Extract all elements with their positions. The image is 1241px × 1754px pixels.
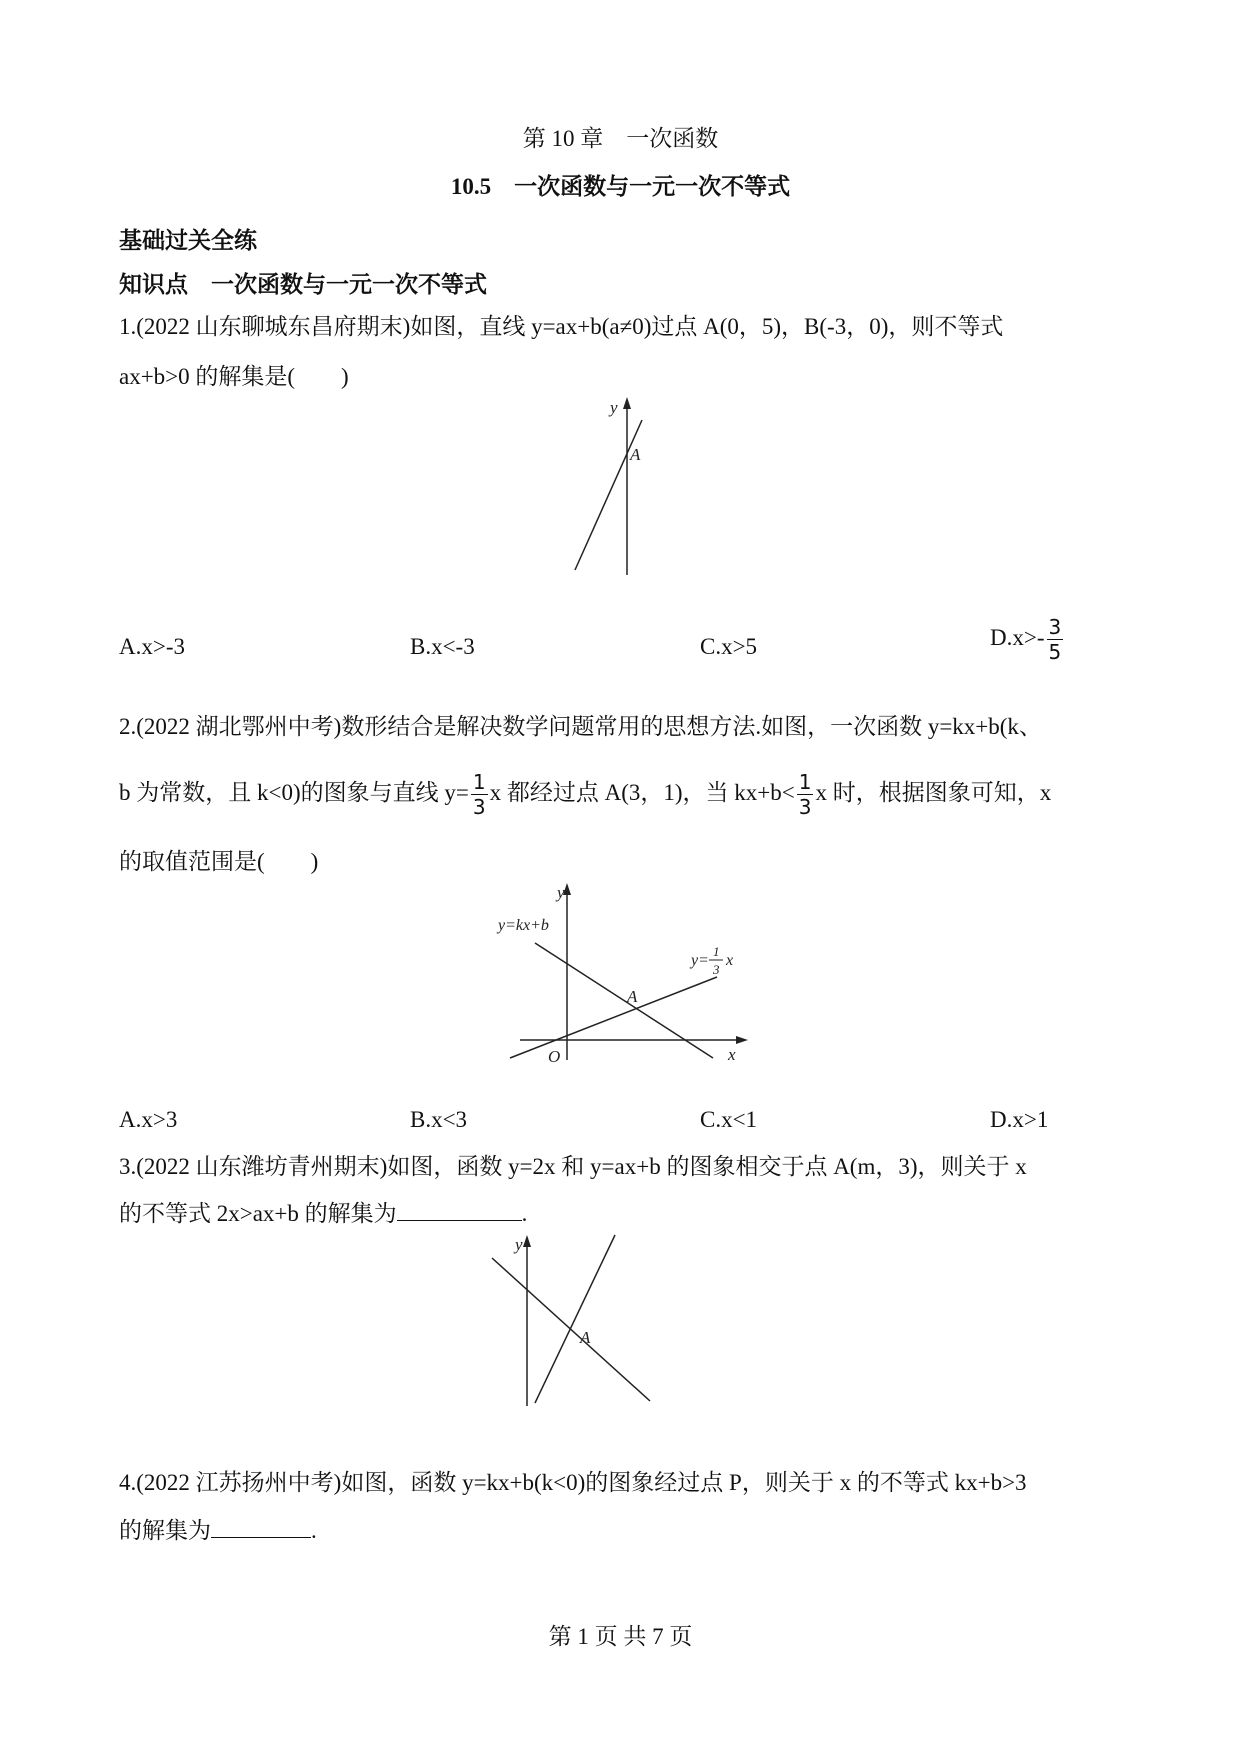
page-footer: 第 1 页 共 7 页 xyxy=(548,1624,693,1649)
y-axis-arrow xyxy=(523,1235,531,1247)
line-y-kx-b-label: y=kx+b xyxy=(498,917,549,934)
q1-option-a: A.x>-3 xyxy=(119,634,185,659)
line-third-label-den: 3 xyxy=(713,962,720,977)
q1-option-d-fraction xyxy=(1047,617,1064,662)
q2-option-c: C.x<1 xyxy=(700,1107,758,1132)
q2-fraction-1 xyxy=(471,772,488,817)
q1-option-c: C.x>5 xyxy=(700,634,758,659)
question-2-figure xyxy=(495,880,755,1065)
q1-option-d xyxy=(990,617,1065,662)
q3-line-2-end: . xyxy=(521,1201,528,1226)
knowledge-point-title: 知识点 一次函数与一元一次不等式 xyxy=(119,272,487,297)
point-a-label: A xyxy=(627,987,638,1006)
q2-line-2-part-a: b 为常数，且 k<0)的图象与直线 y= xyxy=(119,779,469,805)
q3-answer-blank[interactable] xyxy=(397,1198,522,1221)
question-3-figure xyxy=(480,1228,660,1408)
q2-line-2-part-c: x 时，根据图象可知，x xyxy=(815,779,1052,805)
point-a-label: A xyxy=(580,1328,591,1347)
fraction-numerator: 3 xyxy=(1048,615,1062,639)
line-y-third-x xyxy=(510,977,717,1058)
q4-line-2-end: . xyxy=(311,1518,317,1543)
question-4-line-2 xyxy=(119,1515,317,1546)
q1-option-d-prefix: D.x>- xyxy=(990,624,1045,650)
fraction-numerator: 1 xyxy=(472,770,486,794)
line-y-ax-b xyxy=(575,420,642,570)
line-y-2x xyxy=(535,1235,615,1403)
chapter-title: 第 10 章 一次函数 xyxy=(522,126,719,151)
question-1-line-2: ax+b>0 的解集是( ) xyxy=(119,364,349,389)
q2-option-a: A.x>3 xyxy=(119,1107,178,1132)
line-y-ax-b xyxy=(492,1258,650,1401)
q2-option-b: B.x<3 xyxy=(410,1107,468,1132)
question-2-line-2 xyxy=(119,772,1051,817)
question-4-line-1: 4.(2022 江苏扬州中考)如图，函数 y=kx+b(k<0)的图象经过点 P，则关于 x 的不等式 kx+b>3 xyxy=(119,1470,1027,1495)
question-3-line-2 xyxy=(119,1198,527,1229)
q4-answer-blank[interactable] xyxy=(211,1515,311,1538)
q1-option-b: B.x<-3 xyxy=(410,634,475,659)
x-axis-arrow xyxy=(736,1036,748,1044)
part-title: 基础过关全练 xyxy=(119,228,257,253)
fraction-denominator: 3 xyxy=(472,795,486,819)
fraction-denominator: 3 xyxy=(798,795,812,819)
q2-line-2-part-b: x 都经过点 A(3，1)，当 kx+b< xyxy=(489,779,795,805)
q4-line-2-text: 的解集为 xyxy=(119,1518,211,1543)
y-axis-label: y xyxy=(557,883,565,902)
fraction-denominator: 5 xyxy=(1048,640,1062,664)
line-third-label-num: 1 xyxy=(713,944,720,959)
y-axis-label: y xyxy=(515,1235,523,1254)
y-axis-arrow xyxy=(623,397,631,409)
fraction-numerator: 1 xyxy=(798,770,812,794)
point-a-label: A xyxy=(630,445,641,464)
question-2-line-3: 的取值范围是( ) xyxy=(119,849,319,874)
q2-fraction-2 xyxy=(797,772,814,817)
question-1-figure xyxy=(560,395,670,580)
q3-line-2-text: 的不等式 2x>ax+b 的解集为 xyxy=(119,1201,397,1226)
y-axis-label: y xyxy=(610,398,618,417)
question-2-line-1: 2.(2022 湖北鄂州中考)数形结合是解决数学问题常用的思想方法.如图，一次函数 y=kx+b(k、 xyxy=(119,714,1042,739)
origin-label: O xyxy=(548,1047,561,1065)
line-third-label-prefix: y= xyxy=(691,952,709,969)
question-3-line-1: 3.(2022 山东潍坊青州期末)如图，函数 y=2x 和 y=ax+b 的图象相交于点 A(m，3)，则关于 x xyxy=(119,1154,1027,1179)
line-third-label-suffix: x xyxy=(726,952,734,969)
section-title: 10.5 一次函数与一元一次不等式 xyxy=(450,174,791,199)
x-axis-label: x xyxy=(728,1045,736,1064)
q2-option-d: D.x>1 xyxy=(990,1107,1049,1132)
question-1-line-1: 1.(2022 山东聊城东昌府期末)如图，直线 y=ax+b(a≠0)过点 A(0，5)，B(-3，0)，则不等式 xyxy=(119,314,1004,339)
